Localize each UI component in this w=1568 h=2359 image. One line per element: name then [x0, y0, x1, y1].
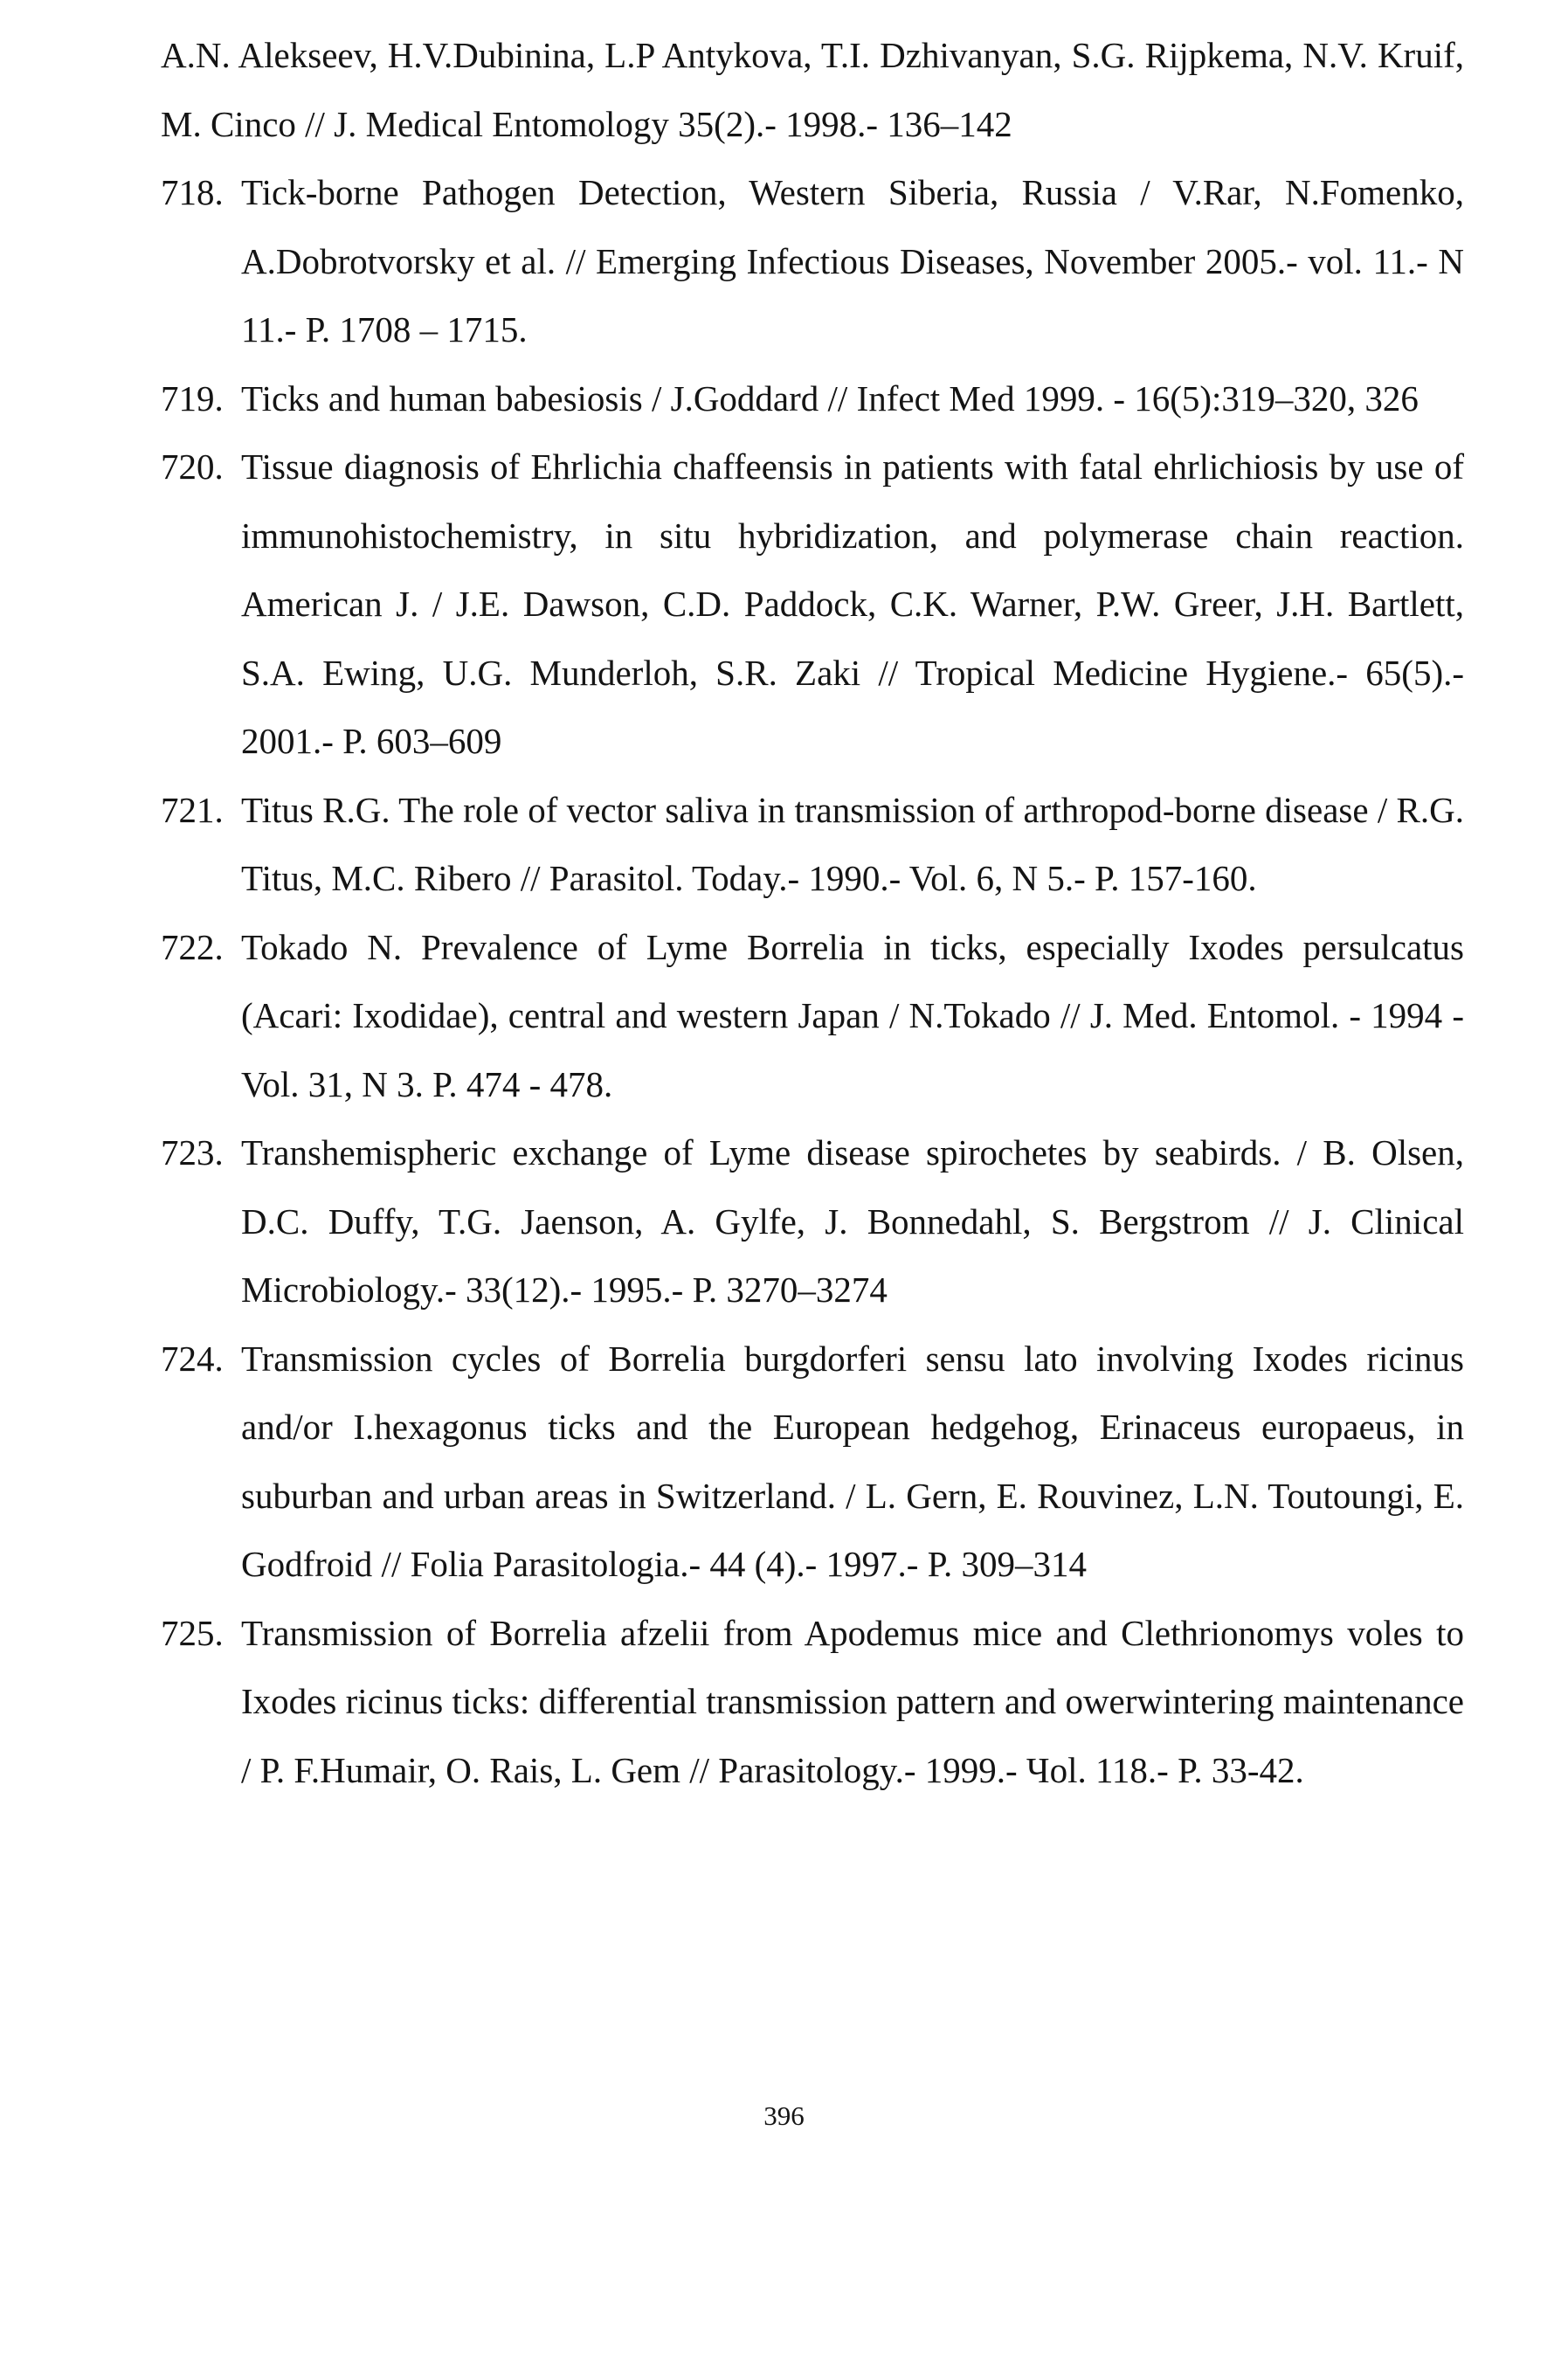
- reference-text: Transmission cycles of Borrelia burgdorferi sensu lato involving Ixodes ricinus and/or I.hexagonus ticks and the European hedgehog, Erinaceus europaeus, in suburban and urban areas in Switzerland. / L. Gern, E. Rouvinez, L.N. Toutoungi, E. Godfroid // Folia Parasitologia.- 44 (4).- 1997.- P. 309–314: [241, 1338, 1464, 1584]
- reference-item: [150, 1118, 1464, 1325]
- reference-text: Titus R.G. The role of vector saliva in transmission of arthropod-borne disease / R.G. Titus, M.C. Ribero // Parasitol. Today.- 1990.- Vol. 6, N 5.- P. 157-160.: [241, 789, 1464, 898]
- reference-entry: [161, 913, 1464, 1119]
- reference-item: [150, 364, 1464, 433]
- reference-text: Tissue diagnosis of Ehrlichia chaffeensis in patients with fatal ehrlichiosis by use of immunohistochemistry, in situ hybridization, and polymerase chain reaction. American J. / J.E. Dawson, C.D. Paddock, C.K. Warner, P.W. Greer, J.H. Bartlett, S.A. Ewing, U.G. Munderloh, S.R. Zaki // Tropical Medicine Hygiene.- 65(5).- 2001.- P. 603–609: [241, 446, 1464, 761]
- reference-text: Tick-borne Pathogen Detection, Western Siberia, Russia / V.Rar, N.Fomenko, A.Dobrotvorsky et al. // Emerging Infectious Diseases, November 2005.- vol. 11.- N 11.- P. 1708 – 1715.: [241, 172, 1464, 349]
- reference-entry: [161, 1325, 1464, 1599]
- reference-number: 720.: [161, 446, 224, 487]
- reference-number: 721.: [161, 789, 224, 830]
- reference-number: 725.: [161, 1612, 224, 1653]
- reference-number: 718.: [161, 172, 224, 212]
- reference-number: 722.: [161, 926, 224, 967]
- reference-entry: [161, 432, 1464, 776]
- reference-text: Transmission of Borrelia afzelii from Apodemus mice and Clethrionomys voles to Ixodes ricinus ticks: differential transmission pattern and owerwintering maintenance / P. F.Humair, O. Rais, L. Gem // Parasitology.- 1999.- Чol. 118.- P. 33-42.: [241, 1612, 1464, 1790]
- reference-item: [150, 158, 1464, 364]
- reference-text: Transhemispheric exchange of Lyme disease spirochetes by seabirds. / B. Olsen, D.C. Duffy, T.G. Jaenson, A. Gylfe, J. Bonnedahl, S. Bergstrom // J. Clinical Microbiology.- 33(12).- 1995.- P. 3270–3274: [241, 1132, 1464, 1310]
- reference-continuation: [150, 21, 1464, 158]
- reference-items: [150, 158, 1464, 1804]
- reference-text: Tokado N. Prevalence of Lyme Borrelia in ticks, especially Ixodes persulcatus (Acari: Ixodidae), central and western Japan / N.Tokado // J. Med. Entomol. - 1994 - Vol. 31, N 3. P. 474 - 478.: [241, 926, 1464, 1104]
- reference-text: A.N. Alekseev, H.V.Dubinina, L.P Antykova, T.I. Dzhivanyan, S.G. Rijpkema, N.V. Kruif, M. Cinco // J. Medical Entomology 35(2).- 1998.- 136–142: [161, 35, 1464, 144]
- reference-item: [150, 913, 1464, 1119]
- reference-entry: [161, 364, 1464, 433]
- reference-number: 719.: [161, 377, 224, 419]
- reference-number: 723.: [161, 1132, 224, 1173]
- reference-entry: [161, 1118, 1464, 1325]
- reference-item: [150, 776, 1464, 913]
- reference-entry: [161, 776, 1464, 913]
- reference-text: Ticks and human babesiosis / J.Goddard // Infect Med 1999. - 16(5):319–320, 326: [241, 377, 1419, 419]
- reference-list: [150, 21, 1464, 1804]
- reference-item: [150, 1325, 1464, 1599]
- reference-item: [150, 432, 1464, 776]
- reference-entry: [161, 158, 1464, 364]
- page-number: 396: [763, 2100, 805, 2131]
- reference-number: 724.: [161, 1338, 224, 1379]
- reference-item: [150, 1599, 1464, 1805]
- reference-entry: [161, 1599, 1464, 1805]
